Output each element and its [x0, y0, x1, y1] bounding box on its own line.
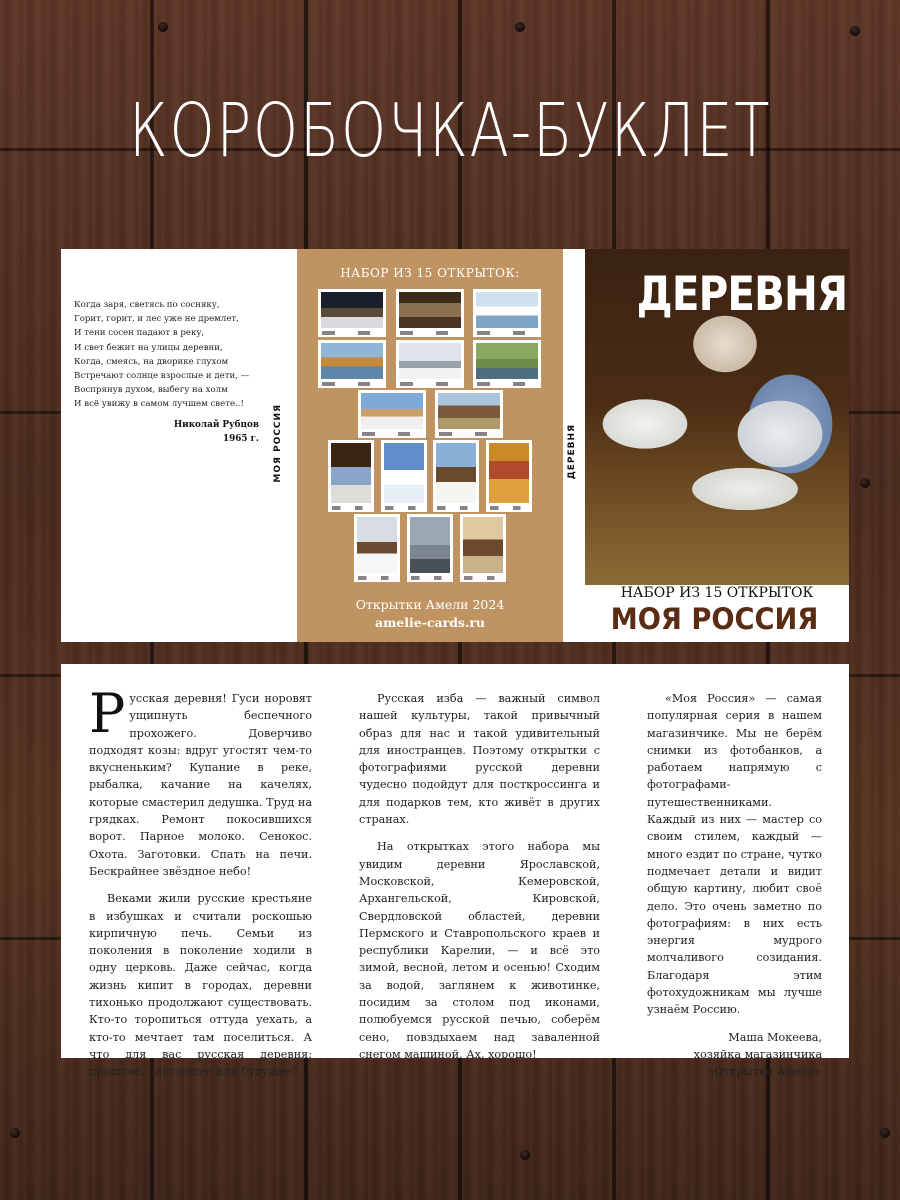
postcard-photo: [357, 517, 397, 573]
postcard-thumbnail: [473, 289, 541, 337]
postcard-thumbnail: [318, 340, 386, 388]
booklet-outer-spread: [61, 249, 849, 642]
nail: [515, 22, 525, 32]
postcard-thumbnail: [473, 340, 541, 388]
cover-brand: МОЯ РОССИЯ: [610, 602, 819, 636]
cover-title: ДЕРЕВНЯ: [636, 267, 848, 322]
postcard-photo: [321, 343, 383, 379]
postcard-photo: [399, 292, 461, 328]
postcard-thumbnail: [407, 514, 453, 582]
paragraph: [89, 682, 312, 880]
postcard-caption: [322, 331, 382, 335]
postcard-thumbnail: [486, 440, 532, 512]
postcard-caption: [464, 576, 502, 580]
postcard-thumbnail: [460, 514, 506, 582]
poem-line: И всё увижу в самом лучшем свете..!: [74, 399, 244, 410]
poem-line: Встречают солнце взрослые и дети, —: [74, 371, 250, 382]
poem-line: И свет бежит на улицы деревни,: [74, 342, 223, 353]
postcard-photo: [463, 517, 503, 573]
poem-year: 1965 г.: [223, 434, 259, 444]
postcard-caption: [400, 331, 460, 335]
spine-label: ДЕРЕВНЯ: [567, 424, 577, 480]
postcard-caption: [362, 432, 422, 436]
back-panel: [61, 249, 297, 642]
cover-subtitle: НАБОР ИЗ 15 ОТКРЫТОК: [620, 585, 814, 601]
paragraph: «Моя Россия» — самая популярная серия в нашем магазинчике. Мы не берём снимки из фотобанков, а работаем напрямую с фотографами-путешественниками. Каждый из них — мастер со своим стилем, каждый — много ездит по стране, чутко подмечает детали и видит общую картину, любит своё дело. Это очень заметно по фотографиям: в них есть энергия мудрого молчаливого созидания. Благодаря этим фотохудожникам мы лучше узнаём Россию.: [647, 692, 822, 1017]
postcard-caption: [332, 506, 370, 510]
postcard-photo: [321, 292, 383, 328]
postcard-caption: [400, 382, 460, 386]
paragraph-text: усская деревня! Гуси норовят ущипнуть беспечного прохожего. Доверчиво подходят козы: вдруг угостят чем-то вкусненьким? Купание в реке, рыбалка, качание на качелях, которые смастерил дедушка. Труд на грядках. Ремонт покосившихся ворот. Парное молоко. Сенокос. Охота. Заготовки. Спать на печи. Бескрайнее звёздное небо!: [89, 692, 312, 878]
nail: [10, 1128, 20, 1138]
postcard-photo: [436, 443, 476, 503]
publisher-line: Открытки Амели 2024: [355, 597, 505, 612]
postcard-caption: [439, 432, 499, 436]
postcard-caption: [477, 382, 537, 386]
drop-cap: Р: [89, 682, 126, 745]
poem-line: Когда, смеясь, на дворике глухом: [74, 356, 229, 367]
nail: [520, 1150, 530, 1160]
paragraph: На открытках этого набора мы увидим деревни Ярославской, Московской, Кемеровской, Архангельской, Кировской, Свердловской областей, деревни Пермского и Ставропольского краев и республики Карелии, — и всё это зимой, весной, летом и осенью! Сходим за водой, заглянем к животинке, посидим за столом под иконами, полюбуемся русской печью, соберём сено, повздыхаем над заваленной снегом машиной. Ах, хорошо!: [359, 840, 600, 1061]
poem: [74, 298, 289, 412]
website: amelie-cards.ru: [374, 615, 486, 630]
poem-author: [174, 418, 259, 446]
postcard-thumbnail: [396, 289, 464, 337]
postcard-caption: [358, 576, 396, 580]
postcard-photo: [476, 343, 538, 379]
nail: [158, 22, 168, 32]
postcard-caption: [437, 506, 475, 510]
postcard-photo: [361, 393, 423, 429]
paragraph: Русская изба — важный символ нашей культуры, такой привычный образ для нас и такой удивительный для иностранцев. Поэтому открытки с фотографиями русской деревни чудесно подойдут для посткроссинга и для подарков тем, кто живёт в других странах.: [359, 692, 600, 827]
paragraph: Веками жили русские крестьяне в избушках и считали роскошью кирпичную печь. Семьи из поколения в поколение ходили в одну церковь. Даже сейчас, когда жизнь кипит в городах, деревни тихонько продолжают существовать. Кто-то торопиться оттуда уехать, а кто-то мечтает там поселиться. А что для вас русская деревня: прошлое, настоящее или будущее?: [89, 892, 312, 1079]
postcard-photo: [410, 517, 450, 573]
postcard-caption: [477, 331, 537, 335]
signature-role: хозяйка магазинчика: [693, 1047, 822, 1061]
nail: [860, 478, 870, 488]
text-column-3: [647, 690, 822, 1081]
signature-name: Маша Мокеева,: [728, 1030, 822, 1044]
postcard-photo: [438, 393, 500, 429]
poem-line: Горит, горит, и лес уже не дремлет,: [74, 314, 239, 325]
contents-panel: [297, 249, 563, 642]
set-title: НАБОР ИЗ 15 ОТКРЫТОК:: [340, 266, 520, 280]
postcard-thumbnail: [358, 390, 426, 438]
poem-line: Воспрянув духом, выбегу на холм: [74, 385, 228, 396]
postcard-thumbnail: [435, 390, 503, 438]
postcard-caption: [490, 506, 528, 510]
postcard-photo: [476, 292, 538, 328]
text-column-1: [89, 682, 312, 1091]
spine-label: МОЯ РОССИЯ: [273, 404, 283, 483]
cover-photo: [585, 249, 849, 585]
front-cover-panel: [563, 249, 849, 642]
postcard-photo: [384, 443, 424, 503]
signature: [647, 1029, 822, 1081]
postcard-thumbnail: [433, 440, 479, 512]
postcard-photo: [331, 443, 371, 503]
booklet-inner-spread: [61, 664, 849, 1079]
signature-shop: «Открытки Амели»: [707, 1065, 822, 1079]
page-heading: КОРОБОЧКА-БУКЛЕТ: [128, 88, 772, 174]
text-column-2: [359, 690, 600, 1073]
postcard-thumbnail: [328, 440, 374, 512]
postcard-photo: [399, 343, 461, 379]
poem-line: Когда заря, светясь по сосняку,: [74, 300, 220, 310]
author-name: Николай Рубцов: [173, 420, 259, 430]
nail: [850, 26, 860, 36]
postcard-photo: [489, 443, 529, 503]
postcard-caption: [385, 506, 423, 510]
postcard-caption: [411, 576, 449, 580]
nail: [880, 1128, 890, 1138]
poem-line: И тени сосен падают в реку,: [74, 328, 205, 339]
postcard-thumbnail: [354, 514, 400, 582]
postcard-caption: [322, 382, 382, 386]
postcard-thumbnail: [381, 440, 427, 512]
postcard-thumbnail: [318, 289, 386, 337]
postcard-thumbnail: [396, 340, 464, 388]
